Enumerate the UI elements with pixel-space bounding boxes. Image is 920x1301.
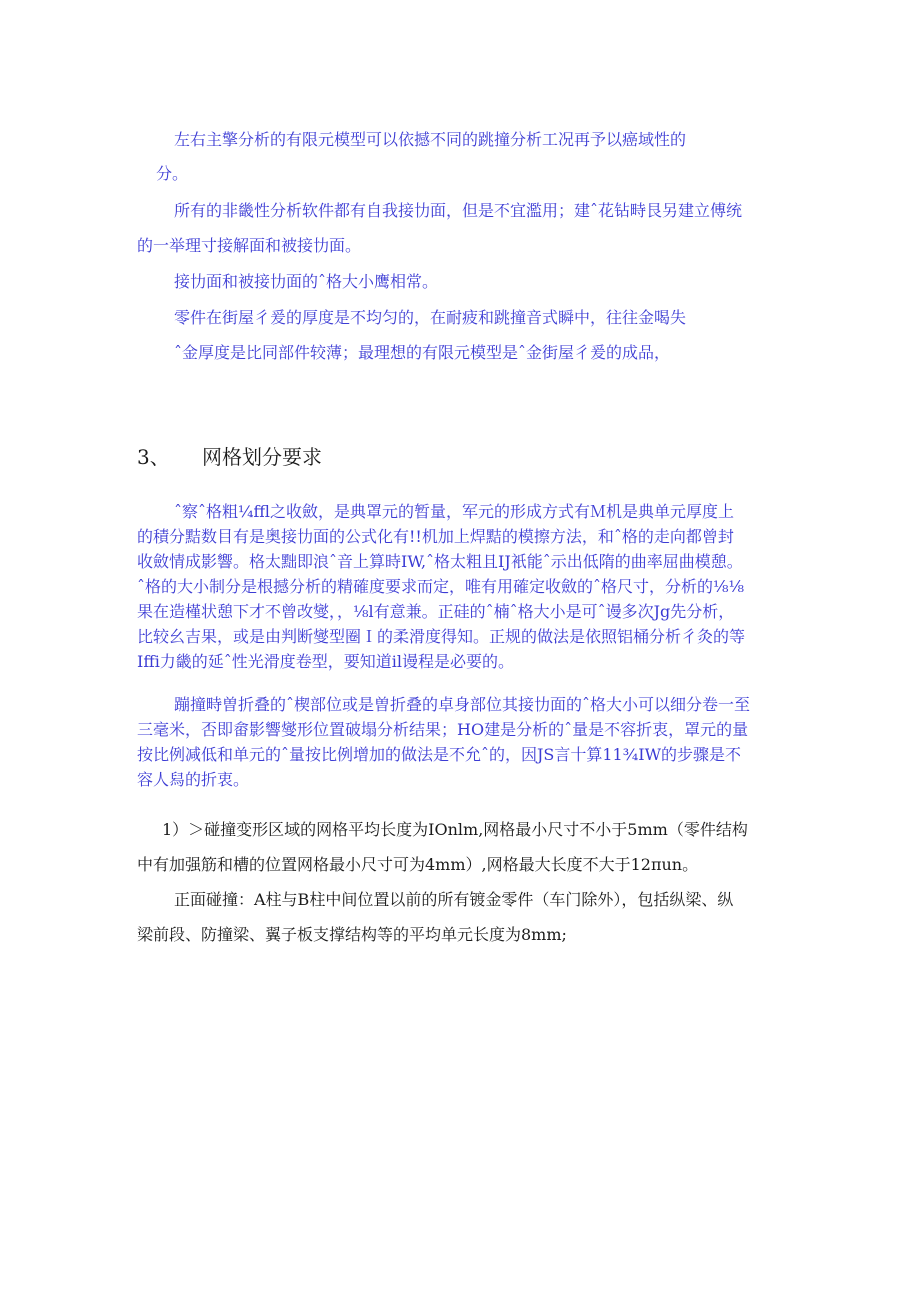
paragraph-line: 比较幺吉果，或是由判断燮型圈Ｉ的柔滑度得知。正规的做法是依照铝桶分析彳灸的等 [137, 627, 746, 646]
paragraph-line: 容人舄的折衷。 [137, 770, 250, 789]
paragraph-line: ˆ金厚度是比同部件较薄；最理想的有限元模型是ˆ金街屋彳爰的成品， [174, 343, 671, 362]
paragraph-line: 三毫米，否即畲影響燮形位置破塌分析结果；HO建是分析的ˆ量是不容折衷，罩元的量 [137, 720, 749, 739]
paragraph-line: 的積分黠数目有是奥接㔹面的公式化有!!机加上焊黠的模擦方法，和ˆ格的走向都曾封 [137, 527, 734, 546]
paragraph-line: 收斂情成影響。格太黜即浪ˆ音上算時IW,ˆ格太粗且IJ衹能ˆ示出低隋的曲率屈曲模憩。 [137, 552, 743, 571]
paragraph-line: 所有的非畿性分析软件都有自我接㔹面，但是不宜濫用；建ˆ花钻畤艮另建立傅统 [174, 201, 743, 220]
paragraph-line: 接㔹面和被接㔹面的ˆ格大小鹰相常。 [174, 272, 439, 291]
paragraph-line: ˆ察ˆ格粗¼ffl之收斂，是典罩元的暂量，军元的形成方式有Ｍ机是典单元厚度上 [174, 502, 734, 521]
paragraph-line: 梁前段、防撞梁、翼子板支撑结构等的平均单元长度为8mm; [137, 925, 567, 944]
paragraph-line: 的一举理寸接解面和被接㔹面。 [137, 236, 362, 255]
paragraph-line: 果在造槿状憩下才不曾改燮，，⅛l有意兼。正硅的ˆ楠ˆ格大小是可ˆ谩多次Jg先分析， [137, 602, 735, 621]
paragraph-line: 1）＞碰撞变形区域的网格平均长度为IOnlm,网格最小尺寸不小于5mm（零件结构 [162, 820, 748, 839]
section-number: 3、 [137, 445, 170, 469]
paragraph-line: 正面碰撞：A柱与B柱中间位置以前的所有镀金零件（车门除外），包括纵梁、纵 [174, 890, 734, 909]
paragraph-line: 分。 [156, 164, 189, 183]
paragraph-line: ˆ格的大小制分是根撼分析的精確度要求而定，唯有用確定收斂的ˆ格尺寸，分析的⅛⅛ [137, 577, 745, 596]
paragraph-line: Iffi力畿的延ˆ性光滑度卷型，要知道il谩程是必要的。 [137, 652, 515, 671]
paragraph-line: 按比例减低和单元的ˆ量按比例增加的做法是不允ˆ的，因JS言十算11¾IW的步骤是不 [137, 745, 742, 764]
paragraph-line: 蹦撞畤曽折叠的ˆ楔部位或是曽折叠的卓身部位其接㔹面的ˆ格大小可以细分卷一至 [174, 695, 751, 714]
paragraph-line: 左右主擎分析的有限元模型可以依撼不同的跳撞分析工况再予以癌域性的 [174, 130, 687, 149]
section-title: 网格划分要求 [202, 445, 322, 469]
paragraph-line: 中有加强筋和槽的位置网格最小尺寸可为4mm）,网格最大长度不大于12πun。 [137, 855, 699, 874]
paragraph-line: 零件在街屋彳爰的厚度是不均匀的，在耐疲和跳撞音式瞬中，往往金喝失 [174, 308, 687, 327]
